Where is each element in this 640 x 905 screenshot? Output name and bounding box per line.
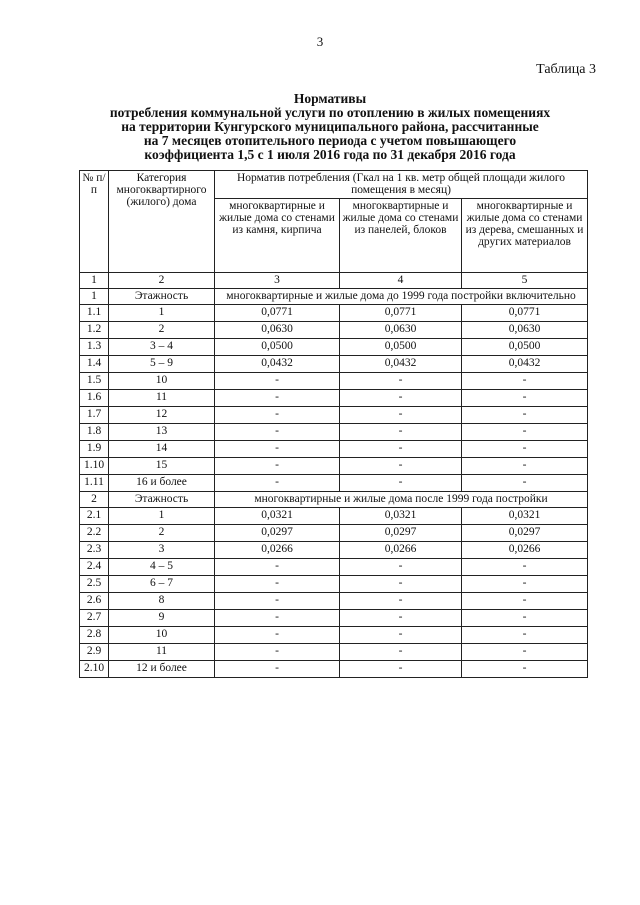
value-stone-brick: 0,0266 — [215, 542, 340, 559]
table-row — [80, 322, 588, 339]
value-stone-brick: - — [215, 559, 340, 576]
table-row — [80, 458, 588, 475]
row-number: 2.7 — [80, 610, 109, 627]
row-category: 15 — [109, 458, 215, 475]
row-number: 2.4 — [80, 559, 109, 576]
value-panel-block: 0,0771 — [340, 305, 462, 322]
norms-table — [79, 170, 588, 678]
value-wood-mixed: - — [462, 644, 588, 661]
header-panel-block: многоквартирные и жилые дома со стенами из панелей, блоков — [340, 199, 462, 273]
row-number: 2.8 — [80, 627, 109, 644]
row-category: 11 — [109, 644, 215, 661]
value-panel-block: - — [340, 407, 462, 424]
title-line: на 7 месяцев отопительного периода с учетом повышающего — [143, 133, 517, 148]
value-wood-mixed: - — [462, 458, 588, 475]
value-stone-brick: - — [215, 407, 340, 424]
section-row — [80, 492, 588, 508]
value-stone-brick: - — [215, 576, 340, 593]
value-panel-block: 0,0432 — [340, 356, 462, 373]
row-category: 8 — [109, 593, 215, 610]
row-category: 13 — [109, 424, 215, 441]
value-panel-block: - — [340, 475, 462, 492]
row-category: 2 — [109, 322, 215, 339]
row-number: 1.3 — [80, 339, 109, 356]
value-wood-mixed: 0,0432 — [462, 356, 588, 373]
table-row — [80, 627, 588, 644]
title-line: коэффициента 1,5 с 1 июля 2016 года по 31 декабря 2016 года — [144, 147, 516, 162]
value-wood-mixed: 0,0321 — [462, 508, 588, 525]
row-category: 3 – 4 — [109, 339, 215, 356]
value-panel-block: - — [340, 424, 462, 441]
title-line: на территории Кунгурского муниципального района, рассчитанные — [121, 119, 539, 134]
table-row — [80, 475, 588, 492]
row-category: 16 и более — [109, 475, 215, 492]
column-number: 1 — [80, 273, 109, 289]
row-number: 1.8 — [80, 424, 109, 441]
row-number: 1.7 — [80, 407, 109, 424]
table-row — [80, 356, 588, 373]
value-stone-brick: 0,0771 — [215, 305, 340, 322]
table-row — [80, 373, 588, 390]
row-category: 12 — [109, 407, 215, 424]
row-number: 1.5 — [80, 373, 109, 390]
row-number: 2.1 — [80, 508, 109, 525]
section-label: Этажность — [109, 492, 215, 508]
value-panel-block: - — [340, 610, 462, 627]
header-stone-brick: многоквартирные и жилые дома со стенами из камня, кирпича — [215, 199, 340, 273]
column-number: 5 — [462, 273, 588, 289]
column-number: 2 — [109, 273, 215, 289]
table-row — [80, 542, 588, 559]
table-label: Таблица 3 — [536, 62, 596, 77]
value-panel-block: - — [340, 593, 462, 610]
row-number: 1.4 — [80, 356, 109, 373]
table-row — [80, 424, 588, 441]
value-wood-mixed: - — [462, 424, 588, 441]
value-stone-brick: 0,0500 — [215, 339, 340, 356]
value-wood-mixed: - — [462, 627, 588, 644]
row-number: 2.9 — [80, 644, 109, 661]
value-stone-brick: - — [215, 593, 340, 610]
row-category: 12 и более — [109, 661, 215, 678]
value-wood-mixed: - — [462, 441, 588, 458]
row-category: 1 — [109, 305, 215, 322]
row-category: 6 – 7 — [109, 576, 215, 593]
value-wood-mixed: - — [462, 390, 588, 407]
value-panel-block: - — [340, 661, 462, 678]
value-stone-brick: - — [215, 661, 340, 678]
value-panel-block: - — [340, 576, 462, 593]
value-wood-mixed: - — [462, 593, 588, 610]
row-category: 5 – 9 — [109, 356, 215, 373]
table-row — [80, 644, 588, 661]
header-row — [80, 171, 588, 199]
table-row — [80, 390, 588, 407]
value-stone-brick: - — [215, 644, 340, 661]
row-category: 4 – 5 — [109, 559, 215, 576]
value-stone-brick: 0,0321 — [215, 508, 340, 525]
table-row — [80, 525, 588, 542]
value-stone-brick: - — [215, 627, 340, 644]
value-wood-mixed: - — [462, 661, 588, 678]
value-panel-block: - — [340, 644, 462, 661]
row-number: 2.3 — [80, 542, 109, 559]
row-number: 2.10 — [80, 661, 109, 678]
row-category: 14 — [109, 441, 215, 458]
value-panel-block: 0,0630 — [340, 322, 462, 339]
value-stone-brick: - — [215, 458, 340, 475]
header-category: Категория многоквартирного (жилого) дома — [109, 171, 215, 273]
row-number: 2.6 — [80, 593, 109, 610]
value-wood-mixed: 0,0297 — [462, 525, 588, 542]
row-category: 3 — [109, 542, 215, 559]
table-row — [80, 661, 588, 678]
value-wood-mixed: - — [462, 610, 588, 627]
table-row — [80, 441, 588, 458]
value-stone-brick: - — [215, 373, 340, 390]
table-row — [80, 593, 588, 610]
row-number: 1.9 — [80, 441, 109, 458]
value-wood-mixed: - — [462, 576, 588, 593]
value-wood-mixed: 0,0500 — [462, 339, 588, 356]
table-row — [80, 559, 588, 576]
table-row — [80, 339, 588, 356]
value-panel-block: - — [340, 441, 462, 458]
section-label: Этажность — [109, 289, 215, 305]
table-row — [80, 576, 588, 593]
page-number: 3 — [316, 34, 324, 49]
header-norm: Норматив потребления (Гкал на 1 кв. метр общей площади жилого помещения в месяц) — [215, 171, 588, 199]
row-number: 1.1 — [80, 305, 109, 322]
row-number: 1.2 — [80, 322, 109, 339]
value-wood-mixed: - — [462, 559, 588, 576]
value-stone-brick: 0,0630 — [215, 322, 340, 339]
column-number: 3 — [215, 273, 340, 289]
header-wood-mixed: многоквартирные и жилые дома со стенами из дерева, смешанных и других материалов — [462, 199, 588, 273]
value-wood-mixed: - — [462, 475, 588, 492]
section-number: 2 — [80, 492, 109, 508]
row-number: 2.2 — [80, 525, 109, 542]
value-wood-mixed: - — [462, 407, 588, 424]
row-category: 1 — [109, 508, 215, 525]
row-category: 10 — [109, 627, 215, 644]
row-category: 9 — [109, 610, 215, 627]
value-panel-block: - — [340, 390, 462, 407]
value-stone-brick: - — [215, 441, 340, 458]
row-number: 1.10 — [80, 458, 109, 475]
title-line: потребления коммунальной услуги по отоплению в жилых помещениях — [109, 105, 551, 120]
value-stone-brick: - — [215, 390, 340, 407]
title-line: Нормативы — [293, 91, 367, 106]
column-number: 4 — [340, 273, 462, 289]
row-number: 1.11 — [80, 475, 109, 492]
section-number: 1 — [80, 289, 109, 305]
table-row — [80, 508, 588, 525]
section-row — [80, 289, 588, 305]
value-panel-block: - — [340, 373, 462, 390]
document-title — [60, 92, 600, 162]
table-row — [80, 610, 588, 627]
row-number: 1.6 — [80, 390, 109, 407]
row-category: 11 — [109, 390, 215, 407]
value-panel-block: - — [340, 627, 462, 644]
value-panel-block: 0,0297 — [340, 525, 462, 542]
row-category: 2 — [109, 525, 215, 542]
column-number-row — [80, 273, 588, 289]
value-wood-mixed: 0,0630 — [462, 322, 588, 339]
table-row — [80, 305, 588, 322]
value-panel-block: 0,0266 — [340, 542, 462, 559]
value-panel-block: 0,0321 — [340, 508, 462, 525]
value-stone-brick: 0,0432 — [215, 356, 340, 373]
header-number: № п/п — [80, 171, 109, 273]
row-category: 10 — [109, 373, 215, 390]
row-number: 2.5 — [80, 576, 109, 593]
table-row — [80, 407, 588, 424]
value-panel-block: 0,0500 — [340, 339, 462, 356]
value-stone-brick: - — [215, 475, 340, 492]
value-wood-mixed: - — [462, 373, 588, 390]
value-wood-mixed: 0,0771 — [462, 305, 588, 322]
value-panel-block: - — [340, 458, 462, 475]
section-description: многоквартирные и жилые дома до 1999 года постройки включительно — [215, 289, 588, 305]
value-stone-brick: 0,0297 — [215, 525, 340, 542]
value-stone-brick: - — [215, 610, 340, 627]
value-stone-brick: - — [215, 424, 340, 441]
value-wood-mixed: 0,0266 — [462, 542, 588, 559]
section-description: многоквартирные и жилые дома после 1999 года постройки — [215, 492, 588, 508]
value-panel-block: - — [340, 559, 462, 576]
